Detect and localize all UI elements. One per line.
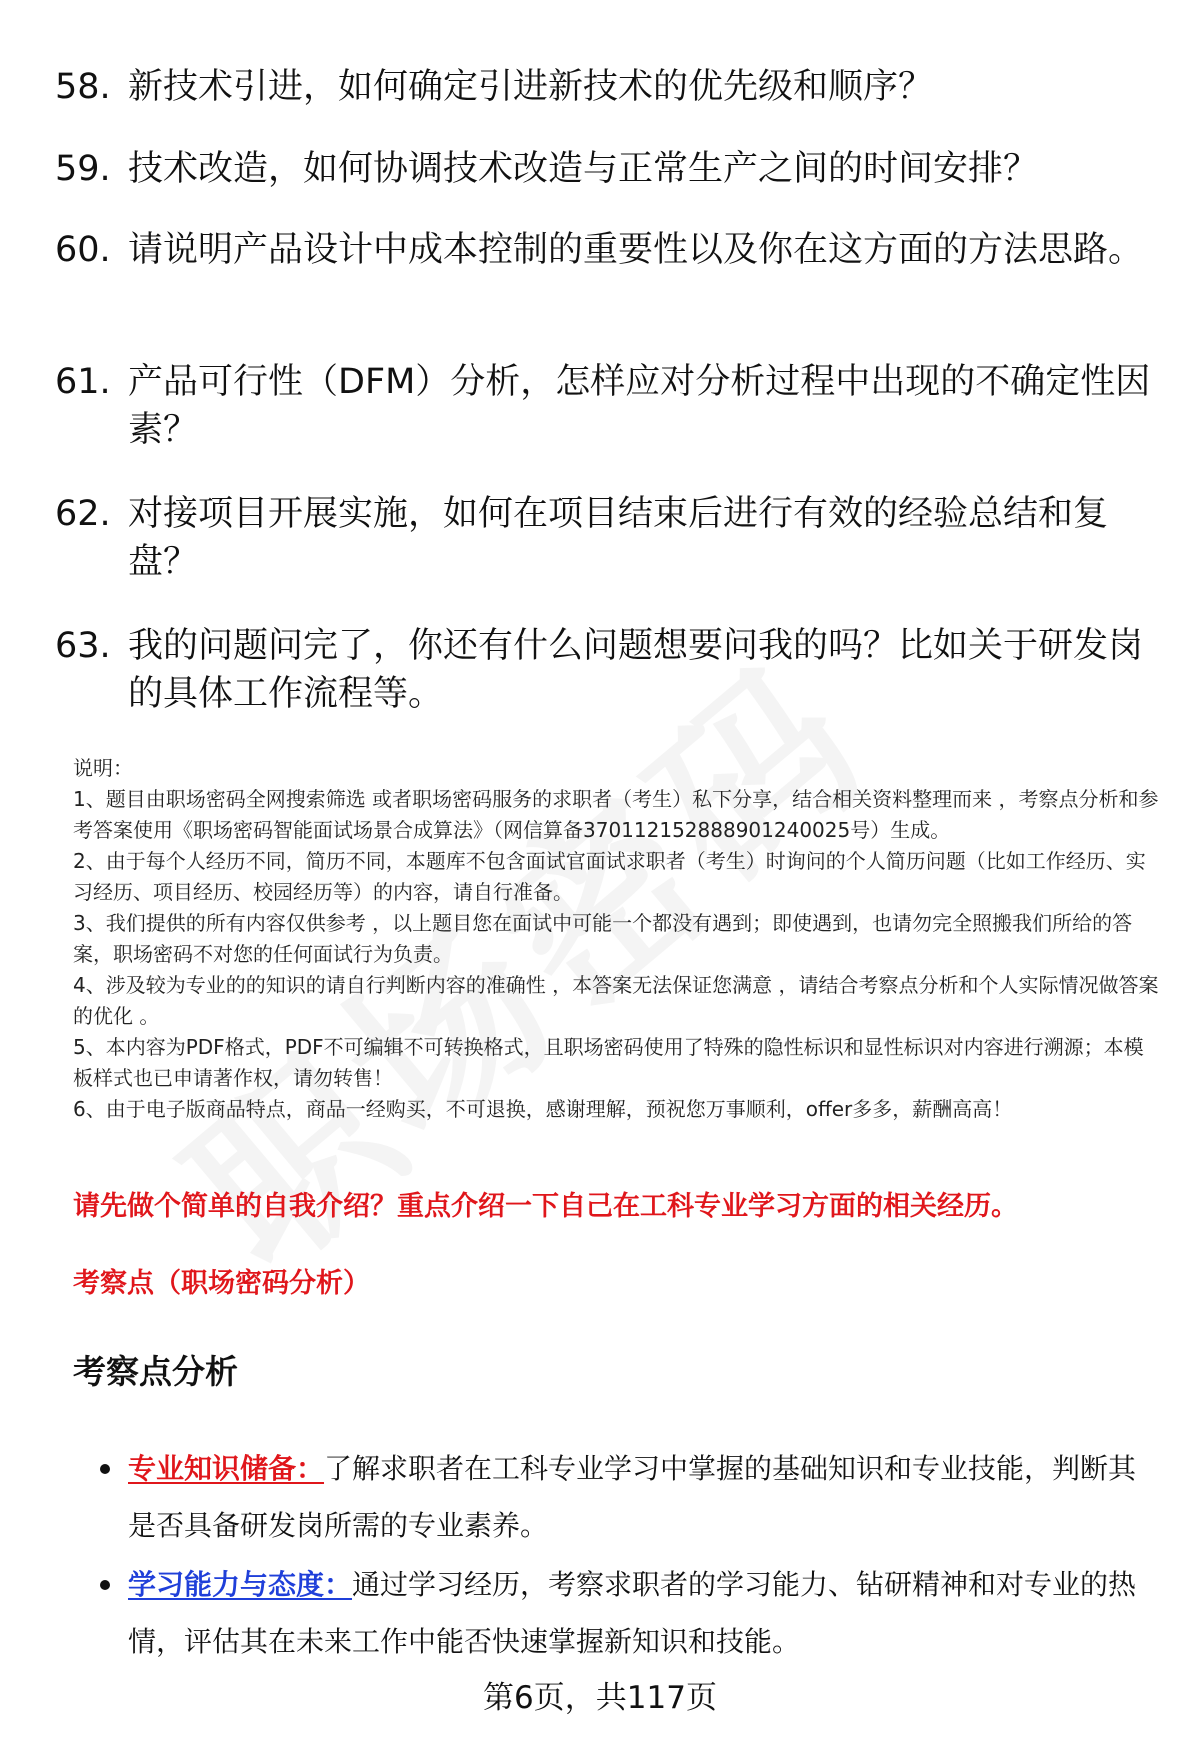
question-number: 59. <box>55 149 111 189</box>
notes-block <box>73 753 1163 1125</box>
bullet-dot-icon <box>100 1464 110 1474</box>
note-item: 6、由于电子版商品特点，商品一经购买，不可退换，感谢理解，预祝您万事顺利，offer多多，薪酬高高！ <box>73 1097 1013 1121</box>
question-item <box>55 622 1155 718</box>
question-number: 63. <box>55 626 111 666</box>
question-text: 请说明产品设计中成本控制的重要性以及你在这方面的方法思路。 <box>128 230 1144 270</box>
note-item: 1、题目由职场密码全网搜索筛选 或者职场密码服务的求职者（考生）私下分享，结合相关资料整理而来 ，考察点分析和参考答案使用《职场密码智能面试场景合成算法》（网信算备370112152888901240025号）生成。 <box>73 787 1159 842</box>
bullet-item <box>128 1556 1148 1670</box>
bullet-label: 专业知识储备： <box>128 1452 325 1485</box>
question-text: 技术改造，如何协调技术改造与正常生产之间的时间安排？ <box>128 149 1039 189</box>
question-number: 60. <box>55 230 111 270</box>
bullet-text: 通过学习经历，考察求职者的学习能力、钻研精神和对专业的热情，评估其在未来工作中能否快速掌握新知识和技能。 <box>128 1568 1137 1658</box>
question-item <box>55 226 1155 274</box>
question-number: 58. <box>55 67 111 107</box>
note-item: 3、我们提供的所有内容仅供参考 ，以上题目您在面试中可能一个都没有遇到；即使遇到，也请勿完全照搬我们所给的答案，职场密码不对您的任何面试行为负责。 <box>73 911 1133 966</box>
section-title: 考察点分析 <box>73 1352 238 1391</box>
question-item <box>55 358 1155 454</box>
bullet-label: 学习能力与态度： <box>128 1568 353 1601</box>
question-item <box>55 63 1155 111</box>
question-text: 新技术引进，如何确定引进新技术的优先级和顺序？ <box>128 67 934 107</box>
page-footer: 第6页，共117页 <box>483 1680 717 1716</box>
bullet-item <box>128 1440 1148 1554</box>
note-item: 2、由于每个人经历不同，简历不同，本题库不包含面试官面试求职者（考生）时询问的个人简历问题（比如工作经历、实习经历、项目经历、校园经历等）的内容，请自行准备。 <box>73 849 1146 904</box>
notes-title: 说明： <box>73 756 133 780</box>
note-item: 4、涉及较为专业的的知识的请自行判断内容的准确性 ，本答案无法保证您满意 ，请结合考察点分析和个人实际情况做答案的优化 。 <box>73 973 1159 1028</box>
question-text: 产品可行性（DFM）分析，怎样应对分析过程中出现的不确定性因素？ <box>128 362 1151 450</box>
question-text: 我的问题问完了，你还有什么问题想要问我的吗？比如关于研发岗的具体工作流程等。 <box>128 626 1144 714</box>
analysis-subheading: 考察点（职场密码分析） <box>73 1268 370 1299</box>
bullet-text: 了解求职者在工科专业学习中掌握的基础知识和专业技能，判断其是否具备研发岗所需的专业素养。 <box>128 1452 1137 1542</box>
note-item: 5、本内容为PDF格式，PDF不可编辑不可转换格式，且职场密码使用了特殊的隐性标识和显性标识对内容进行溯源；本模板样式也已申请著作权，请勿转售！ <box>73 1035 1144 1090</box>
question-item <box>55 145 1155 193</box>
main-question: 请先做个简单的自我介绍？重点介绍一下自己在工科专业学习方面的相关经历。 <box>73 1191 1018 1222</box>
question-number: 61. <box>55 362 111 402</box>
question-number: 62. <box>55 494 111 534</box>
question-item <box>55 490 1155 586</box>
question-text: 对接项目开展实施，如何在项目结束后进行有效的经验总结和复盘？ <box>128 494 1109 582</box>
bullet-dot-icon <box>100 1580 110 1590</box>
